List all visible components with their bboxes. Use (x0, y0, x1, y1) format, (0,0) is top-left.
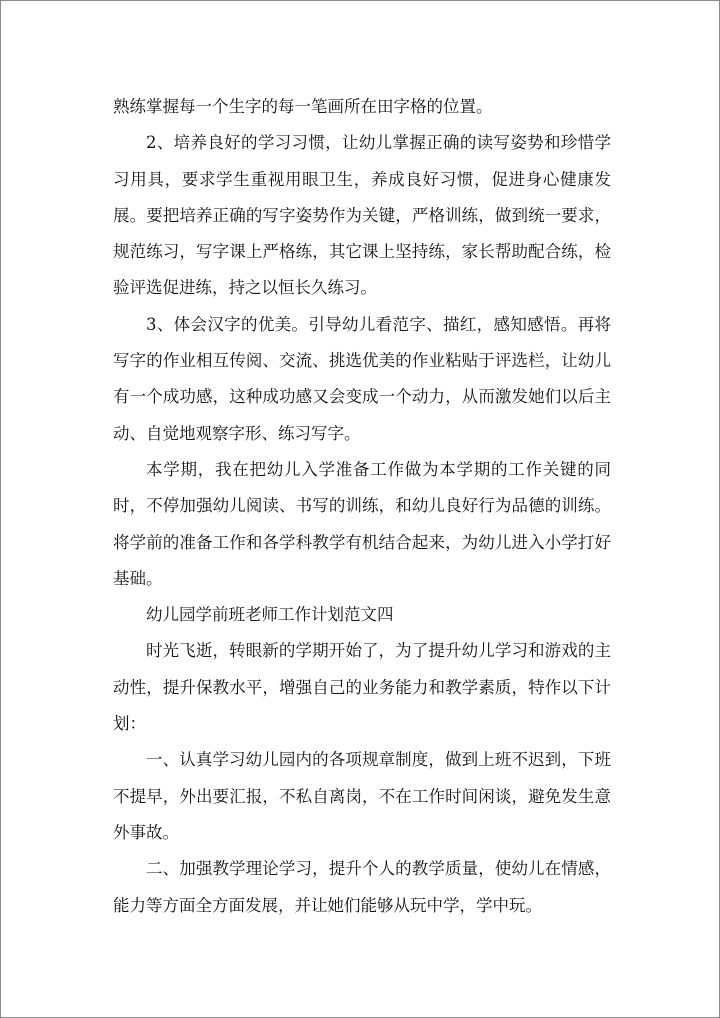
paragraph-8: 二、加强教学理论学习，提升个人的教学质量，使幼儿在情感，能力等方面全方面发展，并让她们能够从玩中学，学中玩。 (113, 859, 611, 915)
section-heading: 幼儿园学前班老师工作计划范文四 (146, 605, 394, 625)
paragraph-2: 2、培养良好的学习习惯，让幼儿掌握正确的读写姿势和珍惜学习用具，要求学生重视用眼卫生，养成良好习惯，促进身心健康发展。要把培养正确的写字姿势作为关键，严格训练，做到统一要求，规范练习，写字课上严格练，其它课上坚持练，家长帮助配合练，检验评选促进练，持之以恒长久练习。 (113, 133, 611, 298)
paragraph-7: 一、认真学习幼儿园内的各项规章制度，做到上班不迟到，下班不提早，外出要汇报，不私自离岗，不在工作时间闲谈，避免发生意外事故。 (113, 750, 611, 842)
paragraph-1: 熟练掌握每一个生字的每一笔画所在田字格的位置。 (113, 97, 493, 116)
paragraph-3: 3、体会汉字的优美。引导幼儿看范字、描红，感知感悟。再将写字的作业相互传阅、交流、挑选优美的作业粘贴于评选栏，让幼儿有一个成功感，这种成功感又会变成一个动力，从而激发她们以后主动、自觉地观察字形、练习写字。 (113, 314, 611, 443)
paragraph-4: 本学期，我在把幼儿入学准备工作做为本学期的工作关键的同时，不停加强幼儿阅读、书写的训练，和幼儿良好行为品德的训练。将学前的准备工作和各学科教学有机结合起来，为幼儿进入小学打好基础。 (113, 459, 611, 588)
document-body (113, 89, 611, 924)
paragraph-6: 时光飞逝，转眼新的学期开始了，为了提升幼儿学习和游戏的主动性，提升保教水平，增强自己的业务能力和教学素质，特作以下计划： (113, 641, 611, 734)
